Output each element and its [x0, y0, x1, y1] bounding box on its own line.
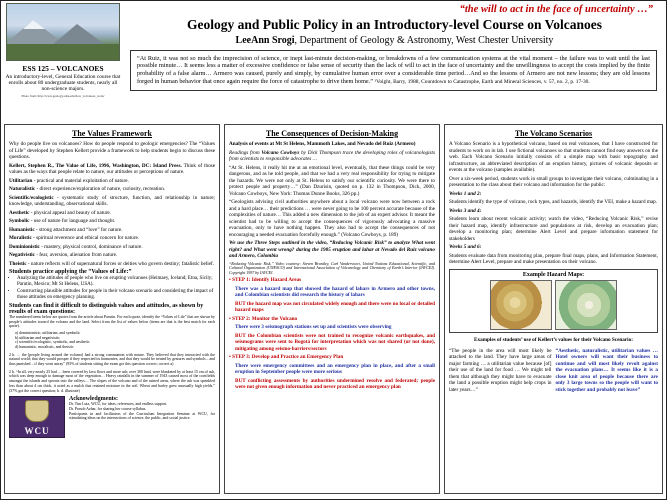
kellert-text: Think of those values as the ways that people relate to nature, our attitudes or perceptions of nature.	[9, 162, 215, 175]
student-quote-2: “Aesthetic, naturalistic, utilitarian values … Hotel owners will want their business to continue and will most likely revolt against the evacuation plans… It seems like it is a close knit area of people because there are only 3 large towns so the people will want to stick together and probably not leave”	[555, 347, 658, 393]
col2-quote-1: “At St. Helens, it really hit me at an emotional level, eventually, that these things could be very dangerous, and as he told people, and that we had a very real responsibility for trying to mitigate the hazards. We were not only at St. Helens to satisfy our scientific curiosity. We were there to protect people and property…” (Dan Dzurisin, quoted on p. 132 in Thompson, Dick, 2000, Volcano Cowboys, New York: Thomas Dunne Books, 326 pp.)	[229, 164, 435, 197]
col3-intro: A Volcano Scenario is a hypothetical volcano, based on real volcanoes, that I have constructed for students to work on in lab. I use fictional volcanoes so that students cannot find easy answers on the web. Each Volcano Scenario initially consists of: a simple map with basic topography and infrastructure, an abbreviated description of an eruption history, pictures of volcanic deposits or events at the volcano (samples available).	[449, 141, 658, 173]
kellert-reference: Kellert, Stephen R., The Value of Life, 1996, Washington, DC: Island Press.	[9, 162, 182, 169]
value-item: Symbolic - use of nature for language and thought.	[9, 218, 116, 224]
student-quotes	[449, 346, 658, 396]
step-1-head: • STEP 1: Identify Hazard Areas	[229, 277, 302, 284]
step-1-sub: There was a hazard map that showed the hazard of lahars in Armero and other towns, and Colombian scientists did research the history of lahars	[235, 285, 435, 299]
col2-quote-2: “Geologists advising civil authorities anywhere about a local volcano were now between a rock and a hard place… their predictions … were never going to be 100 percent accurate because of the complexities of nature… This added a new dimension to the job of an expert advisor. It meant the scientist had to be willing to accept the consequences of vigorously advocating a massive evacuation, only to have nothing happen. They also had to accept the consequences of not encouraging a needed evacuation forcefully enough.” (Volcano Cowboys, p. 189)	[229, 199, 435, 238]
page-title: Geology and Public Policy in an Introductory-level Course on Volcanoes	[187, 17, 602, 32]
ack-item: Participants in and facilitators of the Curriculum Integration Seminar at WCU, for stimulating ideas on the intersections of science, the public, and social justice.	[69, 411, 215, 421]
student-values-head: Examples of students’ use of Kellert’s values for their Volcano Scenario:	[474, 336, 633, 343]
column-values-framework	[4, 124, 220, 494]
exam-question-1: 2 b. … the [people living around the volcano] had a strong communion with nature. They believed that they interacted with the natural world; that they would prosper if they respected its harmonies; and that they would be treated by gestures and symbols – and thus punished – if they went astray” (93% of students sitting the exam got this question correct; correct a)	[9, 352, 215, 367]
acknowledgments-head: Acknowledgments:	[69, 396, 118, 403]
students-practice-list	[17, 276, 215, 301]
column-consequences	[224, 124, 440, 494]
poster-columns	[1, 121, 666, 497]
value-item: Scientific/ecologistic - systematic study of structure, function, and relationship in nature; knowledge, understanding, observational skills.	[9, 194, 215, 207]
weeks-3-4-head: Weeks 3 and 4:	[449, 207, 482, 214]
abstract-box	[130, 50, 657, 92]
ack-item: Dr. Prasob Azhar, for sharing her course syllabus.	[69, 406, 147, 411]
author-name: LeeAnn Srogi	[235, 34, 295, 46]
value-item: Aesthetic - physical appeal and beauty of nature.	[9, 209, 111, 216]
value-item: Theistic - nature reflects will of supernatural forces or deities who govern destiny; fatalistic belief.	[9, 260, 214, 267]
hazard-map-image-2	[555, 280, 617, 330]
course-label: ESS 125 – VOLCANOES	[22, 64, 104, 73]
author-affiliation: , Department of Geology & Astronomy, West Chester University	[294, 34, 554, 46]
value-item: Utilitarian - practical and material exploitation of nature.	[9, 177, 129, 184]
wcu-logo: WCU	[9, 396, 65, 438]
acknowledgments-block	[9, 396, 215, 438]
col2-steps-intro: We use the Three Steps outlined in the video, “Reducing Volcanic Risk” to analyze What went right? and What went wrong? during the 1985 eruption and lahar at Nevado del Ruiz volcano and Armero, Colombia	[229, 240, 435, 259]
hazard-map-panel	[449, 269, 658, 333]
header-main	[122, 3, 663, 121]
conflict-head: Students can find it difficult to distinguish values and attitudes, as shown by results of exam questions:	[9, 302, 204, 315]
authors	[126, 35, 663, 46]
step-3-head: • STEP 3: Develop and Practice an Emergency Plan	[229, 354, 344, 361]
column-volcano-scenarios	[444, 124, 663, 494]
students-practice-head: Students practice applying the “Values of Life:”	[9, 269, 132, 275]
col1-title: The Values Framework	[72, 129, 152, 138]
col3-intro-2: Over a six-week period, students work in small groups to investigate their volcano, culminating in a presentation to the class about their volcano and information for the public:	[449, 175, 658, 188]
value-item: Negativistic - fear, aversion, alienation from nature.	[9, 252, 118, 258]
course-description: An introductory-level, General Education course that enrolls about 80 undergraduate students, nearly all non-science majors.	[5, 74, 121, 93]
step-3-but: BUT conflicting assessments by authorities undermined resolve and federated; people were not given enough information and never practiced an emergency plan	[235, 377, 435, 391]
abstract-text: “At Ruiz, it was not so much the imprecision of science, or inept last-minute decision-making, or breakdowns of a few communication systems at the vital moment – the failure was to wait until the last possible minute… It seems less a matter of excessive confidence or false sense of security than the lack of will to act in the face of uncertainty and the unwillingness to accept the costs implied by the finite probability of a false alarm… Armero was caused, purely and simply, by cumulative human error over a considerable time period…And so the lessons of Armero are not new lessons; they are old lessons forged in human behavior that once again require the force of catastrophe to drive them home.”	[137, 54, 650, 86]
value-item: Dominionistic - mastery, physical control, dominance of nature.	[9, 243, 143, 250]
step-2-sub: There were 3 seismograph stations set up and scientists were observing	[235, 324, 392, 331]
student-quote-1: “The people in the area will most likely be attached to the land. They have large areas of major farming … a utilitarian value because [of] their use of the land for food … We might tell them that although they might have to evacuate the land a possible eruption might help crops in later years…”	[449, 347, 552, 393]
exam-choice: a) dominionistic, utilitarian, and symbolic	[15, 330, 81, 335]
col1-intro: Why do people live on volcanoes? How do people respond to geologic emergencies? The “Values of Life” developed by Stephen Kellert provide a framework to help students begin to discuss these questions.	[9, 141, 215, 160]
step-3-sub: There were emergency committees and an emergency plan in place, and after a small eruption in September people were more serious	[235, 362, 435, 376]
weeks-1-2-head: Weeks 1 and 2:	[449, 190, 482, 197]
volcano-photo	[6, 3, 120, 61]
value-item: Humanistic - strong attachment and “love” for nature.	[9, 226, 123, 233]
hazard-maps-title: Example Hazard Maps:	[522, 271, 585, 278]
abstract-citation: ¹Voight, Barry, 1988, Countdown to Catastrophe, Earth and Mineral Sciences, v. 57, no. 2, p. 17-30.	[374, 79, 590, 86]
list-item: • Constructing plausible attitudes for people in their volcano scenario and considering the impact of those attitudes on emergency planning.	[17, 289, 215, 301]
exam-question-2: 2 b. “In all, very nearly 25 had … been covered by lava flows and more ash; over 300 land, were blanketed by at least 15 cm of ash, which was deep enough to damage most of the vegetation… Heavy rainfalls in the summer of 1943 caused most of the cornfields amongst the islands and sprouts into the valleys… The slopes of the volcano and of the ruined areas, where the ash was sprinkled less than about 4 cm thick, it acted as a mulch that retained moisture in the soil. Wheat and barley grew unusually high yields.” (37% got the correct question; b. d. illustrate)	[9, 369, 215, 393]
exam-intro: The numbered items below are quotes from the article about Parutin. For each quote, identify the “Values of Life” that are shown by people’s attitudes toward the volcano and the land. Select from the list of values below (items are that is the best match for each quote).	[9, 314, 215, 329]
weeks-1-2-text: Students identify the type of volcano, rock types, and hazards, identify the VEI, make a hazard map.	[449, 199, 658, 205]
col2-video-citation: “Reducing Volcanic Risk,” Video courtesy: Steven Brantley, Carl Vandervoort, United Nations Educational, Scientific, and Cultural Organization (UNESCO) and International Association of Volcanology and Chemistry of Earth’s Interior (IAVCEI). Copyright 1997 by IAVCEI.	[229, 260, 435, 275]
ack-item: Dr. Tim Lutz, WCU, for ideas, references, and endless support.	[69, 402, 168, 407]
photo-credit: Photo from: http://www.geology.sdsu.edu/how_volcanoes_work/	[21, 93, 105, 98]
step-1-but: BUT the hazard map was not circulated widely enough and there were no local or detailed hazard maps	[235, 300, 435, 314]
poster-header	[1, 1, 666, 121]
weeks-3-4-text: Students learn about recent volcanic activity; watch the video, “Reducing Volcanic Risk,” revise their hazard map, identify infrastructure and populations at risk, develop an evacuation plan; develop a monitoring plan; determine Alert Level and prepare information statement for stakeholders	[449, 216, 658, 242]
banner-quote: “the will to act in the face of uncertainty …”	[459, 4, 653, 15]
course-block	[4, 3, 122, 121]
weeks-5-6-head: Weeks 5 and 6:	[449, 244, 482, 250]
step-2-head: • STEP 2: Monitor the Volcano	[229, 315, 298, 322]
col2-title: The Consequences of Decision-Making	[265, 129, 399, 138]
values-list	[9, 178, 215, 268]
exam-choice: c) scientific/ecologistic, symbolic, and aesthetic	[15, 340, 90, 345]
value-item: Moralistic - spiritual reverence and ethical concern for nature.	[9, 235, 140, 241]
col2-reading: Readings from Volcano Cowboys by Dick Thompson trace the developing roles of volcanologists from scientists to responsible advocates …	[229, 149, 435, 162]
weeks-5-6-text: Students evaluate data from monitoring plan, prepare final maps, plans, and Information Statement, determine Alert Level, prepare and make presentation on their volcano.	[449, 252, 658, 265]
exam-choice: b) utilitarian and negativistic	[15, 335, 60, 340]
hazard-map-image-1	[490, 280, 552, 330]
col3-title: The Volcano Scenarios	[514, 129, 593, 138]
list-item: • Analyzing the attitudes of people who live on erupting volcanoes (Heimaey, Iceland; Etna, Sicily; Parutin, Mexico; Mt St Helens, USA).	[17, 276, 215, 288]
col2-subtitle: Analysis of events at Mt St Helens, Mammoth Lakes, and Nevado del Ruiz (Armero)	[229, 141, 416, 147]
step-2-but: BUT the Colombian scientists were not trained to recognize volcanic earthquakes, and seismograms were sent to Bogotá for interpretation which was not shared (or not done), mitigating among seismo-barriers/sectors	[235, 332, 435, 352]
value-item: Naturalistic - direct experience/exploration of nature, curiosity, recreation.	[9, 186, 166, 192]
exam-choice: d) humanistic, moralistic, and theistic	[15, 345, 74, 349]
